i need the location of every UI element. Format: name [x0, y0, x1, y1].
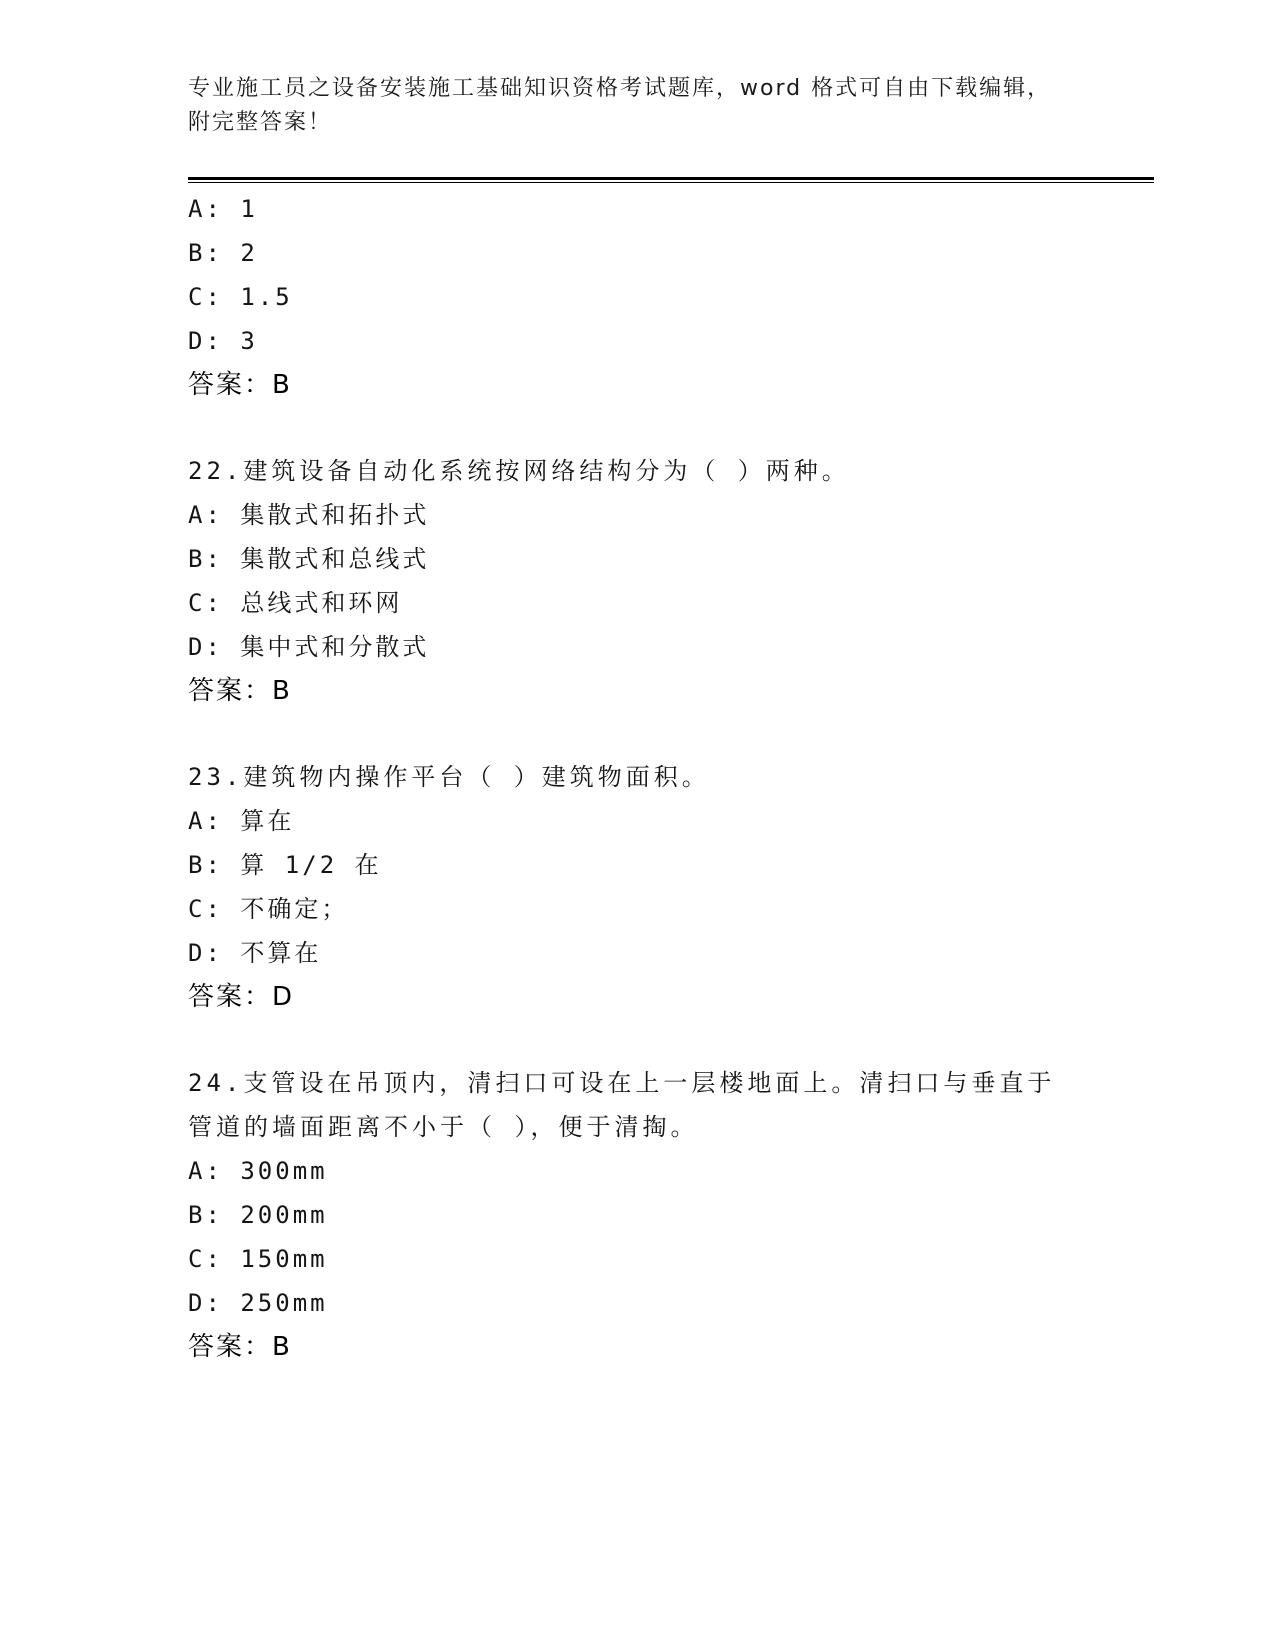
document-header [188, 72, 1088, 140]
option-d: D: 不算在 [188, 939, 322, 967]
answer-label: 答案：B [188, 370, 292, 400]
option-c: C: 总线式和环网 [188, 589, 403, 617]
answer-label: 答案：B [188, 676, 292, 706]
option-b: B: 200mm [188, 1201, 328, 1229]
option-d: D: 集中式和分散式 [188, 633, 430, 661]
header-divider-thick [188, 177, 1154, 180]
option-a: A: 300mm [188, 1157, 328, 1185]
question-stem: 22.建筑设备自动化系统按网络结构分为（ ）两种。 [188, 457, 850, 485]
option-a: A: 算在 [188, 807, 295, 835]
option-b: B: 集散式和总线式 [188, 545, 430, 573]
answer-label: 答案：D [188, 982, 295, 1012]
option-c: C: 1.5 [188, 283, 293, 311]
header-line-2: 附完整答案！ [188, 110, 333, 135]
option-b: B: 2 [188, 239, 258, 267]
option-b: B: 算 1/2 在 [188, 851, 382, 879]
option-d: D: 250mm [188, 1289, 328, 1317]
option-a: A: 1 [188, 195, 258, 223]
option-c: C: 150mm [188, 1245, 328, 1273]
question-stem-line-2: 管道的墙面距离不小于（ ），便于清掏。 [188, 1113, 699, 1141]
question-stem: 23.建筑物内操作平台（ ）建筑物面积。 [188, 763, 710, 791]
option-a: A: 集散式和拓扑式 [188, 501, 430, 529]
question-stem-line-1: 24.支管设在吊顶内，清扫口可设在上一层楼地面上。清扫口与垂直于 [188, 1069, 1056, 1097]
header-divider-thin [188, 182, 1154, 183]
answer-label: 答案：B [188, 1332, 292, 1362]
header-line-1: 专业施工员之设备安装施工基础知识资格考试题库，word 格式可自由下载编辑， [188, 76, 1052, 101]
option-d: D: 3 [188, 327, 258, 355]
option-c: C: 不确定； [188, 895, 349, 923]
